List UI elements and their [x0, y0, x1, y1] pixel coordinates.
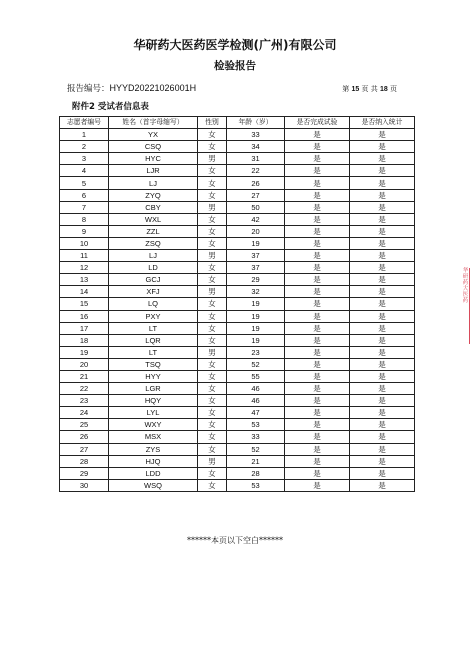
cell-completed: 是 [285, 407, 350, 419]
cell-gender: 男 [198, 346, 227, 358]
cell-gender: 女 [198, 225, 227, 237]
cell-completed: 是 [285, 165, 350, 177]
cell-age: 37 [227, 262, 285, 274]
cell-gender: 女 [198, 141, 227, 153]
seal-char: 大 [462, 286, 469, 292]
table-row [60, 129, 415, 141]
cell-age: 53 [227, 479, 285, 491]
cell-included: 是 [350, 262, 415, 274]
cell-gender: 女 [198, 177, 227, 189]
cell-included: 是 [350, 443, 415, 455]
cell-included: 是 [350, 467, 415, 479]
cell-gender: 男 [198, 286, 227, 298]
cell-completed: 是 [285, 141, 350, 153]
cell-completed: 是 [285, 237, 350, 249]
cell-age: 28 [227, 467, 285, 479]
cell-included: 是 [350, 358, 415, 370]
cell-gender: 女 [198, 274, 227, 286]
seal-char: 医 [462, 292, 469, 298]
cell-completed: 是 [285, 286, 350, 298]
table-row [60, 431, 415, 443]
cell-included: 是 [350, 250, 415, 262]
table-row [60, 262, 415, 274]
cell-name: YX [109, 129, 198, 141]
cell-id: 23 [60, 395, 109, 407]
cell-age: 21 [227, 455, 285, 467]
cell-completed: 是 [285, 455, 350, 467]
cell-gender: 男 [198, 455, 227, 467]
table-row [60, 141, 415, 153]
cell-included: 是 [350, 141, 415, 153]
cell-name: MSX [109, 431, 198, 443]
page-total: 18 [379, 86, 388, 93]
cell-name: LGR [109, 383, 198, 395]
cell-id: 17 [60, 322, 109, 334]
page-prefix: 第 [342, 85, 350, 93]
cell-age: 52 [227, 443, 285, 455]
cell-age: 33 [227, 431, 285, 443]
cell-age: 53 [227, 419, 285, 431]
cell-included: 是 [350, 153, 415, 165]
cell-age: 29 [227, 274, 285, 286]
cell-completed: 是 [285, 153, 350, 165]
cell-age: 31 [227, 153, 285, 165]
cell-id: 11 [60, 250, 109, 262]
table-body [60, 129, 415, 492]
cell-id: 13 [60, 274, 109, 286]
cell-age: 19 [227, 310, 285, 322]
cell-completed: 是 [285, 177, 350, 189]
table-row [60, 201, 415, 213]
cell-name: TSQ [109, 358, 198, 370]
table-row [60, 479, 415, 491]
cell-id: 28 [60, 455, 109, 467]
cell-gender: 男 [198, 250, 227, 262]
cell-gender: 女 [198, 467, 227, 479]
cell-completed: 是 [285, 262, 350, 274]
cell-completed: 是 [285, 467, 350, 479]
seal-char: 药 [462, 280, 469, 286]
cell-id: 22 [60, 383, 109, 395]
table-row [60, 237, 415, 249]
cell-included: 是 [350, 165, 415, 177]
cell-id: 20 [60, 358, 109, 370]
cell-name: HJQ [109, 455, 198, 467]
cell-name: LQ [109, 298, 198, 310]
table-row [60, 346, 415, 358]
cell-included: 是 [350, 479, 415, 491]
cell-id: 18 [60, 334, 109, 346]
cell-completed: 是 [285, 225, 350, 237]
cell-age: 26 [227, 177, 285, 189]
cell-id: 10 [60, 237, 109, 249]
cell-name: ZYQ [109, 189, 198, 201]
page-current: 15 [351, 86, 360, 93]
col-header-name: 姓名（首字母缩写） [109, 117, 198, 129]
cell-id: 29 [60, 467, 109, 479]
cell-id: 24 [60, 407, 109, 419]
seal-stamp [462, 268, 470, 344]
cell-completed: 是 [285, 443, 350, 455]
table-row [60, 370, 415, 382]
cell-included: 是 [350, 322, 415, 334]
cell-id: 5 [60, 177, 109, 189]
cell-age: 19 [227, 322, 285, 334]
cell-id: 14 [60, 286, 109, 298]
table-row [60, 395, 415, 407]
table-row [60, 274, 415, 286]
cell-id: 4 [60, 165, 109, 177]
cell-completed: 是 [285, 298, 350, 310]
cell-name: HYY [109, 370, 198, 382]
cell-included: 是 [350, 286, 415, 298]
cell-gender: 女 [198, 165, 227, 177]
col-header-included: 是否纳入统计 [350, 117, 415, 129]
col-header-completed: 是否完成试验 [285, 117, 350, 129]
cell-gender: 女 [198, 213, 227, 225]
cell-age: 23 [227, 346, 285, 358]
cell-included: 是 [350, 383, 415, 395]
cell-age: 34 [227, 141, 285, 153]
cell-age: 20 [227, 225, 285, 237]
cell-included: 是 [350, 334, 415, 346]
cell-included: 是 [350, 395, 415, 407]
cell-included: 是 [350, 310, 415, 322]
cell-name: HYC [109, 153, 198, 165]
cell-name: LD [109, 262, 198, 274]
cell-name: LJR [109, 165, 198, 177]
cell-name: XFJ [109, 286, 198, 298]
cell-id: 16 [60, 310, 109, 322]
cell-gender: 女 [198, 262, 227, 274]
cell-id: 2 [60, 141, 109, 153]
table-row [60, 225, 415, 237]
cell-id: 30 [60, 479, 109, 491]
cell-gender: 女 [198, 370, 227, 382]
cell-name: ZSQ [109, 237, 198, 249]
cell-completed: 是 [285, 310, 350, 322]
table-row [60, 250, 415, 262]
cell-name: WXY [109, 419, 198, 431]
cell-included: 是 [350, 370, 415, 382]
cell-completed: 是 [285, 189, 350, 201]
cell-id: 19 [60, 346, 109, 358]
cell-gender: 女 [198, 237, 227, 249]
cell-id: 21 [60, 370, 109, 382]
seal-char: 华 [462, 268, 469, 274]
cell-age: 27 [227, 189, 285, 201]
table-row [60, 358, 415, 370]
cell-id: 25 [60, 419, 109, 431]
report-number [67, 82, 196, 94]
cell-id: 27 [60, 443, 109, 455]
cell-age: 42 [227, 213, 285, 225]
cell-completed: 是 [285, 322, 350, 334]
cell-gender: 女 [198, 322, 227, 334]
cell-completed: 是 [285, 395, 350, 407]
table-row [60, 298, 415, 310]
blank-notice: ******本页以下空白****** [187, 536, 283, 545]
cell-gender: 女 [198, 419, 227, 431]
cell-included: 是 [350, 407, 415, 419]
cell-name: PXY [109, 310, 198, 322]
cell-name: ZZL [109, 225, 198, 237]
cell-included: 是 [350, 189, 415, 201]
table-row [60, 443, 415, 455]
table-row [60, 165, 415, 177]
report-number-value: HYYD20221026001H [109, 83, 197, 93]
cell-included: 是 [350, 201, 415, 213]
cell-completed: 是 [285, 479, 350, 491]
cell-id: 3 [60, 153, 109, 165]
cell-included: 是 [350, 237, 415, 249]
cell-gender: 女 [198, 189, 227, 201]
cell-included: 是 [350, 177, 415, 189]
cell-age: 50 [227, 201, 285, 213]
cell-name: HQY [109, 395, 198, 407]
cell-completed: 是 [285, 383, 350, 395]
cell-age: 37 [227, 250, 285, 262]
cell-id: 15 [60, 298, 109, 310]
cell-completed: 是 [285, 358, 350, 370]
annex-title: 附件2 受试者信息表 [72, 102, 149, 112]
cell-gender: 男 [198, 201, 227, 213]
cell-completed: 是 [285, 250, 350, 262]
cell-gender: 女 [198, 298, 227, 310]
table-row [60, 455, 415, 467]
report-number-label: 报告编号： [67, 84, 110, 94]
table-row [60, 383, 415, 395]
company-name: 华研药大医药医学检测(广州)有限公司 [133, 38, 337, 52]
cell-completed: 是 [285, 346, 350, 358]
table-row [60, 322, 415, 334]
cell-id: 1 [60, 129, 109, 141]
cell-included: 是 [350, 419, 415, 431]
page-mid: 页 共 [361, 85, 378, 93]
cell-name: LJ [109, 177, 198, 189]
cell-age: 19 [227, 237, 285, 249]
page-suffix: 页 [390, 85, 397, 93]
seal-char: 药 [462, 298, 469, 304]
cell-name: LT [109, 346, 198, 358]
cell-name: CBY [109, 201, 198, 213]
cell-age: 52 [227, 358, 285, 370]
cell-gender: 女 [198, 443, 227, 455]
cell-included: 是 [350, 213, 415, 225]
cell-gender: 男 [198, 153, 227, 165]
cell-completed: 是 [285, 274, 350, 286]
cell-age: 47 [227, 407, 285, 419]
cell-name: LJ [109, 250, 198, 262]
table-row [60, 419, 415, 431]
cell-age: 32 [227, 286, 285, 298]
cell-name: LYL [109, 407, 198, 419]
table-row [60, 286, 415, 298]
cell-id: 7 [60, 201, 109, 213]
cell-completed: 是 [285, 419, 350, 431]
cell-age: 46 [227, 395, 285, 407]
cell-age: 33 [227, 129, 285, 141]
report-title: 检验报告 [214, 60, 256, 72]
cell-included: 是 [350, 298, 415, 310]
table-row [60, 467, 415, 479]
cell-id: 26 [60, 431, 109, 443]
cell-completed: 是 [285, 334, 350, 346]
cell-included: 是 [350, 431, 415, 443]
cell-gender: 女 [198, 310, 227, 322]
cell-gender: 女 [198, 479, 227, 491]
cell-gender: 女 [198, 431, 227, 443]
table-row [60, 177, 415, 189]
cell-age: 46 [227, 383, 285, 395]
table-row [60, 407, 415, 419]
cell-gender: 女 [198, 395, 227, 407]
cell-name: ZYS [109, 443, 198, 455]
cell-id: 9 [60, 225, 109, 237]
cell-gender: 女 [198, 407, 227, 419]
cell-completed: 是 [285, 370, 350, 382]
table-row [60, 334, 415, 346]
cell-gender: 女 [198, 358, 227, 370]
cell-completed: 是 [285, 431, 350, 443]
cell-age: 55 [227, 370, 285, 382]
cell-name: LT [109, 322, 198, 334]
cell-gender: 女 [198, 129, 227, 141]
cell-included: 是 [350, 346, 415, 358]
cell-id: 8 [60, 213, 109, 225]
page-indicator [342, 84, 397, 94]
cell-id: 12 [60, 262, 109, 274]
cell-completed: 是 [285, 129, 350, 141]
cell-completed: 是 [285, 201, 350, 213]
cell-gender: 女 [198, 334, 227, 346]
cell-age: 19 [227, 334, 285, 346]
cell-gender: 女 [198, 383, 227, 395]
subject-info-table [59, 116, 415, 492]
cell-age: 22 [227, 165, 285, 177]
table-header-row [60, 117, 415, 129]
table-row [60, 189, 415, 201]
table-row [60, 153, 415, 165]
cell-name: WXL [109, 213, 198, 225]
cell-name: LQR [109, 334, 198, 346]
cell-name: CSQ [109, 141, 198, 153]
cell-name: GCJ [109, 274, 198, 286]
col-header-age: 年龄（岁） [227, 117, 285, 129]
col-header-gender: 性别 [198, 117, 227, 129]
cell-name: LDD [109, 467, 198, 479]
cell-included: 是 [350, 225, 415, 237]
cell-completed: 是 [285, 213, 350, 225]
table-row [60, 310, 415, 322]
cell-included: 是 [350, 274, 415, 286]
cell-name: WSQ [109, 479, 198, 491]
seal-char: 研 [462, 274, 469, 280]
cell-id: 6 [60, 189, 109, 201]
col-header-id: 志愿者编号 [60, 117, 109, 129]
cell-included: 是 [350, 129, 415, 141]
cell-included: 是 [350, 455, 415, 467]
cell-age: 19 [227, 298, 285, 310]
table-row [60, 213, 415, 225]
